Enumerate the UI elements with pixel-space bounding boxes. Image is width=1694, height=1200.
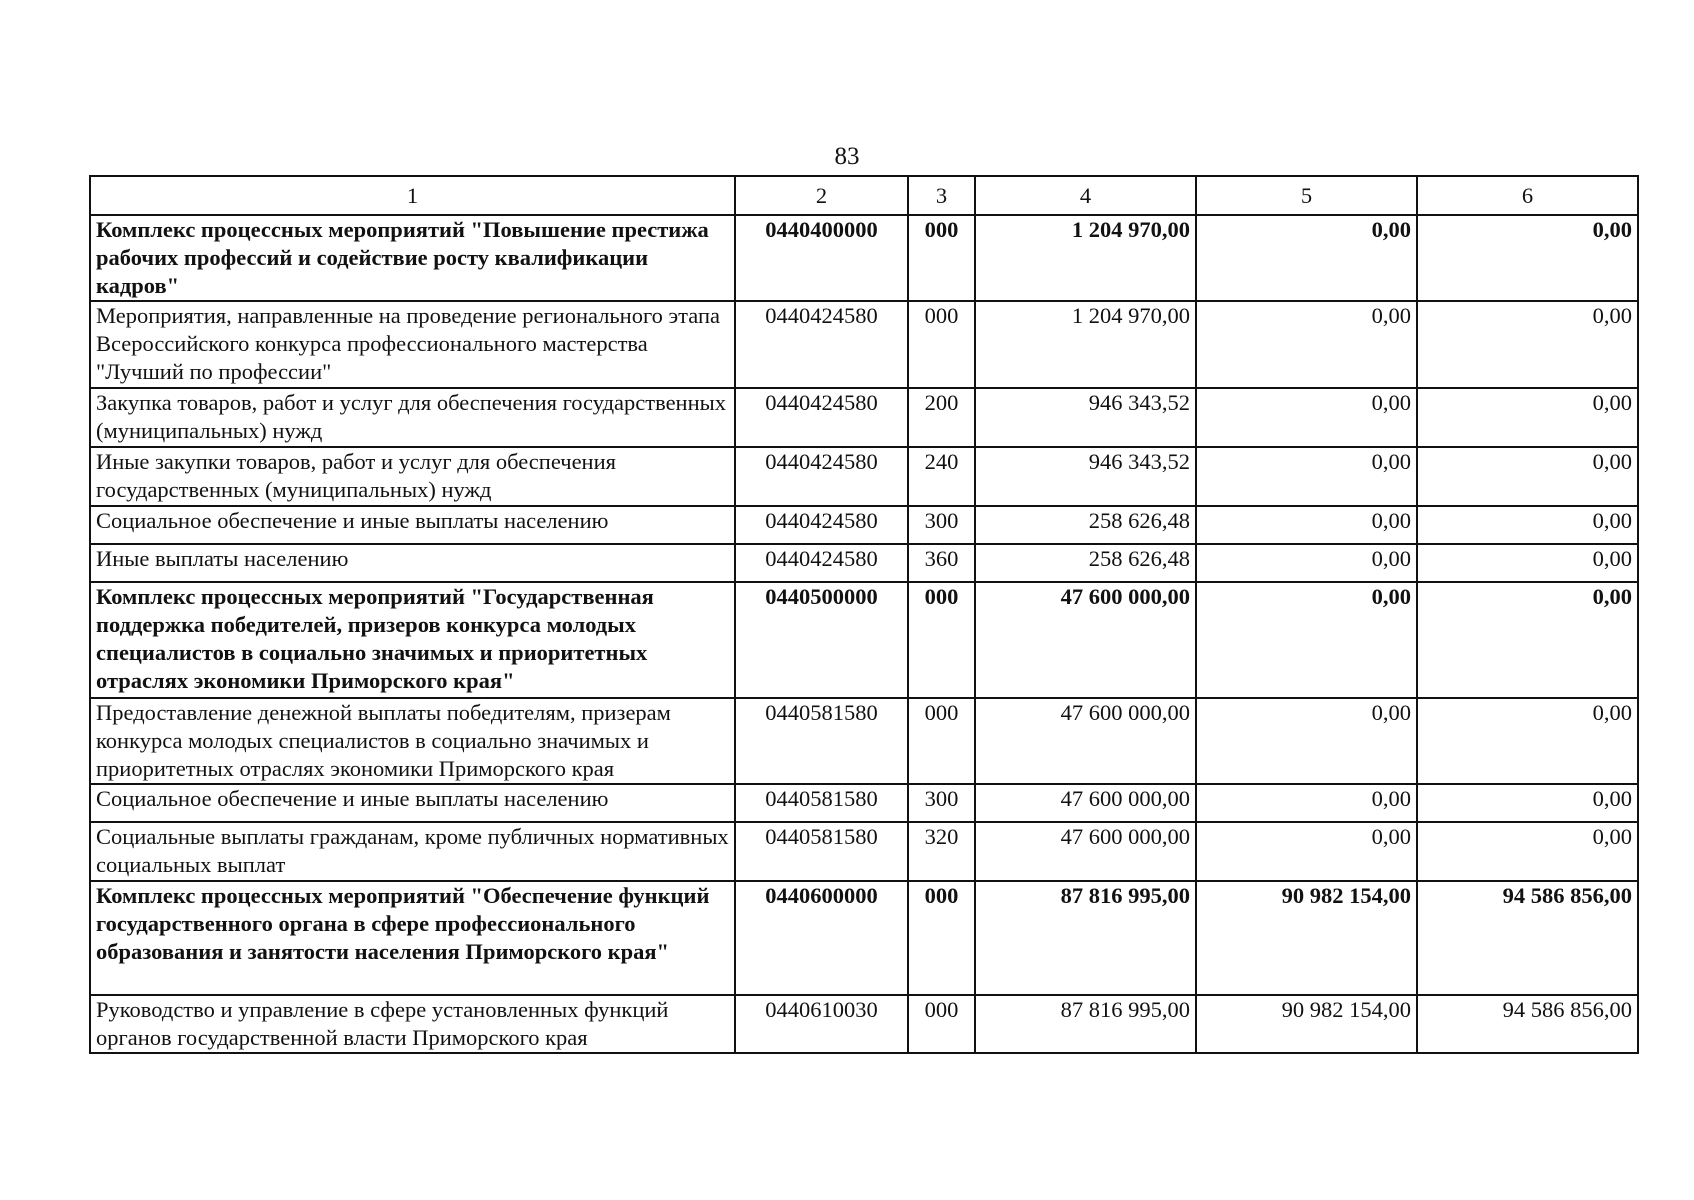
- row-value-col4: 47 600 000,00: [975, 784, 1196, 822]
- row-name: Комплекс процессных мероприятий "Повышение престижа рабочих профессий и содействие росту квалификации кадров": [90, 215, 735, 301]
- row-type: 300: [908, 506, 975, 544]
- row-name: Комплекс процессных мероприятий "Обеспечение функций государственного органа в сфере профессионального образования и занятости населения Приморского края": [90, 881, 735, 995]
- row-code: 0440610030: [735, 995, 908, 1053]
- row-value-col5: 0,00: [1196, 582, 1417, 698]
- row-code: 0440581580: [735, 698, 908, 784]
- row-code: 0440400000: [735, 215, 908, 301]
- row-value-col6: 0,00: [1417, 544, 1638, 582]
- table-row: [90, 447, 1638, 506]
- row-value-col5: 0,00: [1196, 215, 1417, 301]
- row-type: 000: [908, 582, 975, 698]
- table-row: [90, 995, 1638, 1053]
- row-name: Социальное обеспечение и иные выплаты населению: [90, 784, 735, 822]
- row-name: Комплекс процессных мероприятий "Государственная поддержка победителей, призеров конкурса молодых специалистов в социально значимых и приоритетных отраслях экономики Приморского края": [90, 582, 735, 698]
- row-value-col5: 0,00: [1196, 544, 1417, 582]
- row-value-col6: 94 586 856,00: [1417, 995, 1638, 1053]
- row-value-col4: 946 343,52: [975, 447, 1196, 506]
- row-code: 0440500000: [735, 582, 908, 698]
- row-name: Социальные выплаты гражданам, кроме публичных нормативных социальных выплат: [90, 822, 735, 881]
- row-code: 0440424580: [735, 506, 908, 544]
- budget-table: [89, 175, 1639, 1054]
- row-code: 0440424580: [735, 388, 908, 447]
- table-body: [90, 215, 1638, 1053]
- row-value-col5: 0,00: [1196, 447, 1417, 506]
- row-code: 0440424580: [735, 301, 908, 388]
- row-value-col6: 94 586 856,00: [1417, 881, 1638, 995]
- column-header-5: 5: [1196, 176, 1417, 215]
- row-value-col6: 0,00: [1417, 388, 1638, 447]
- table-row: [90, 506, 1638, 544]
- row-value-col6: 0,00: [1417, 784, 1638, 822]
- row-code: 0440581580: [735, 784, 908, 822]
- row-code: 0440581580: [735, 822, 908, 881]
- row-value-col4: 47 600 000,00: [975, 822, 1196, 881]
- row-value-col4: 87 816 995,00: [975, 881, 1196, 995]
- column-header-1: 1: [90, 176, 735, 215]
- table-row: [90, 215, 1638, 301]
- row-value-col5: 90 982 154,00: [1196, 881, 1417, 995]
- column-header-6: 6: [1417, 176, 1638, 215]
- row-value-col4: 258 626,48: [975, 544, 1196, 582]
- row-value-col6: 0,00: [1417, 698, 1638, 784]
- row-type: 000: [908, 215, 975, 301]
- row-value-col4: 87 816 995,00: [975, 995, 1196, 1053]
- row-value-col4: 1 204 970,00: [975, 215, 1196, 301]
- row-value-col4: 1 204 970,00: [975, 301, 1196, 388]
- row-value-col6: 0,00: [1417, 822, 1638, 881]
- table-row: [90, 544, 1638, 582]
- table-row: [90, 388, 1638, 447]
- row-type: 000: [908, 698, 975, 784]
- table-row: [90, 881, 1638, 995]
- row-code: 0440600000: [735, 881, 908, 995]
- row-value-col4: 946 343,52: [975, 388, 1196, 447]
- row-value-col6: 0,00: [1417, 301, 1638, 388]
- row-type: 240: [908, 447, 975, 506]
- page-number: 83: [834, 143, 860, 170]
- row-value-col6: 0,00: [1417, 447, 1638, 506]
- row-name: Мероприятия, направленные на проведение регионального этапа Всероссийского конкурса профессионального мастерства "Лучший по профессии": [90, 301, 735, 388]
- table-row: [90, 582, 1638, 698]
- row-type: 300: [908, 784, 975, 822]
- row-type: 000: [908, 881, 975, 995]
- column-number-row: [90, 176, 1638, 215]
- table-row: [90, 822, 1638, 881]
- column-header-3: 3: [908, 176, 975, 215]
- table-row: [90, 784, 1638, 822]
- row-value-col5: 0,00: [1196, 388, 1417, 447]
- row-name: Социальное обеспечение и иные выплаты населению: [90, 506, 735, 544]
- row-value-col4: 258 626,48: [975, 506, 1196, 544]
- row-value-col5: 90 982 154,00: [1196, 995, 1417, 1053]
- column-header-4: 4: [975, 176, 1196, 215]
- row-value-col6: 0,00: [1417, 582, 1638, 698]
- table-row: [90, 301, 1638, 388]
- row-value-col5: 0,00: [1196, 301, 1417, 388]
- row-type: 000: [908, 995, 975, 1053]
- row-type: 000: [908, 301, 975, 388]
- row-name: Закупка товаров, работ и услуг для обеспечения государственных (муниципальных) нужд: [90, 388, 735, 447]
- table-row: [90, 698, 1638, 784]
- row-value-col5: 0,00: [1196, 506, 1417, 544]
- row-value-col5: 0,00: [1196, 822, 1417, 881]
- row-type: 320: [908, 822, 975, 881]
- row-name: Предоставление денежной выплаты победителям, призерам конкурса молодых специалистов в социально значимых и приоритетных отраслях экономики Приморского края: [90, 698, 735, 784]
- row-value-col6: 0,00: [1417, 506, 1638, 544]
- row-value-col5: 0,00: [1196, 698, 1417, 784]
- row-value-col4: 47 600 000,00: [975, 698, 1196, 784]
- row-type: 200: [908, 388, 975, 447]
- row-code: 0440424580: [735, 544, 908, 582]
- row-name: Иные выплаты населению: [90, 544, 735, 582]
- row-value-col4: 47 600 000,00: [975, 582, 1196, 698]
- row-name: Иные закупки товаров, работ и услуг для обеспечения государственных (муниципальных) нужд: [90, 447, 735, 506]
- row-name: Руководство и управление в сфере установленных функций органов государственной власти Приморского края: [90, 995, 735, 1053]
- row-value-col5: 0,00: [1196, 784, 1417, 822]
- row-code: 0440424580: [735, 447, 908, 506]
- column-header-2: 2: [735, 176, 908, 215]
- row-value-col6: 0,00: [1417, 215, 1638, 301]
- row-type: 360: [908, 544, 975, 582]
